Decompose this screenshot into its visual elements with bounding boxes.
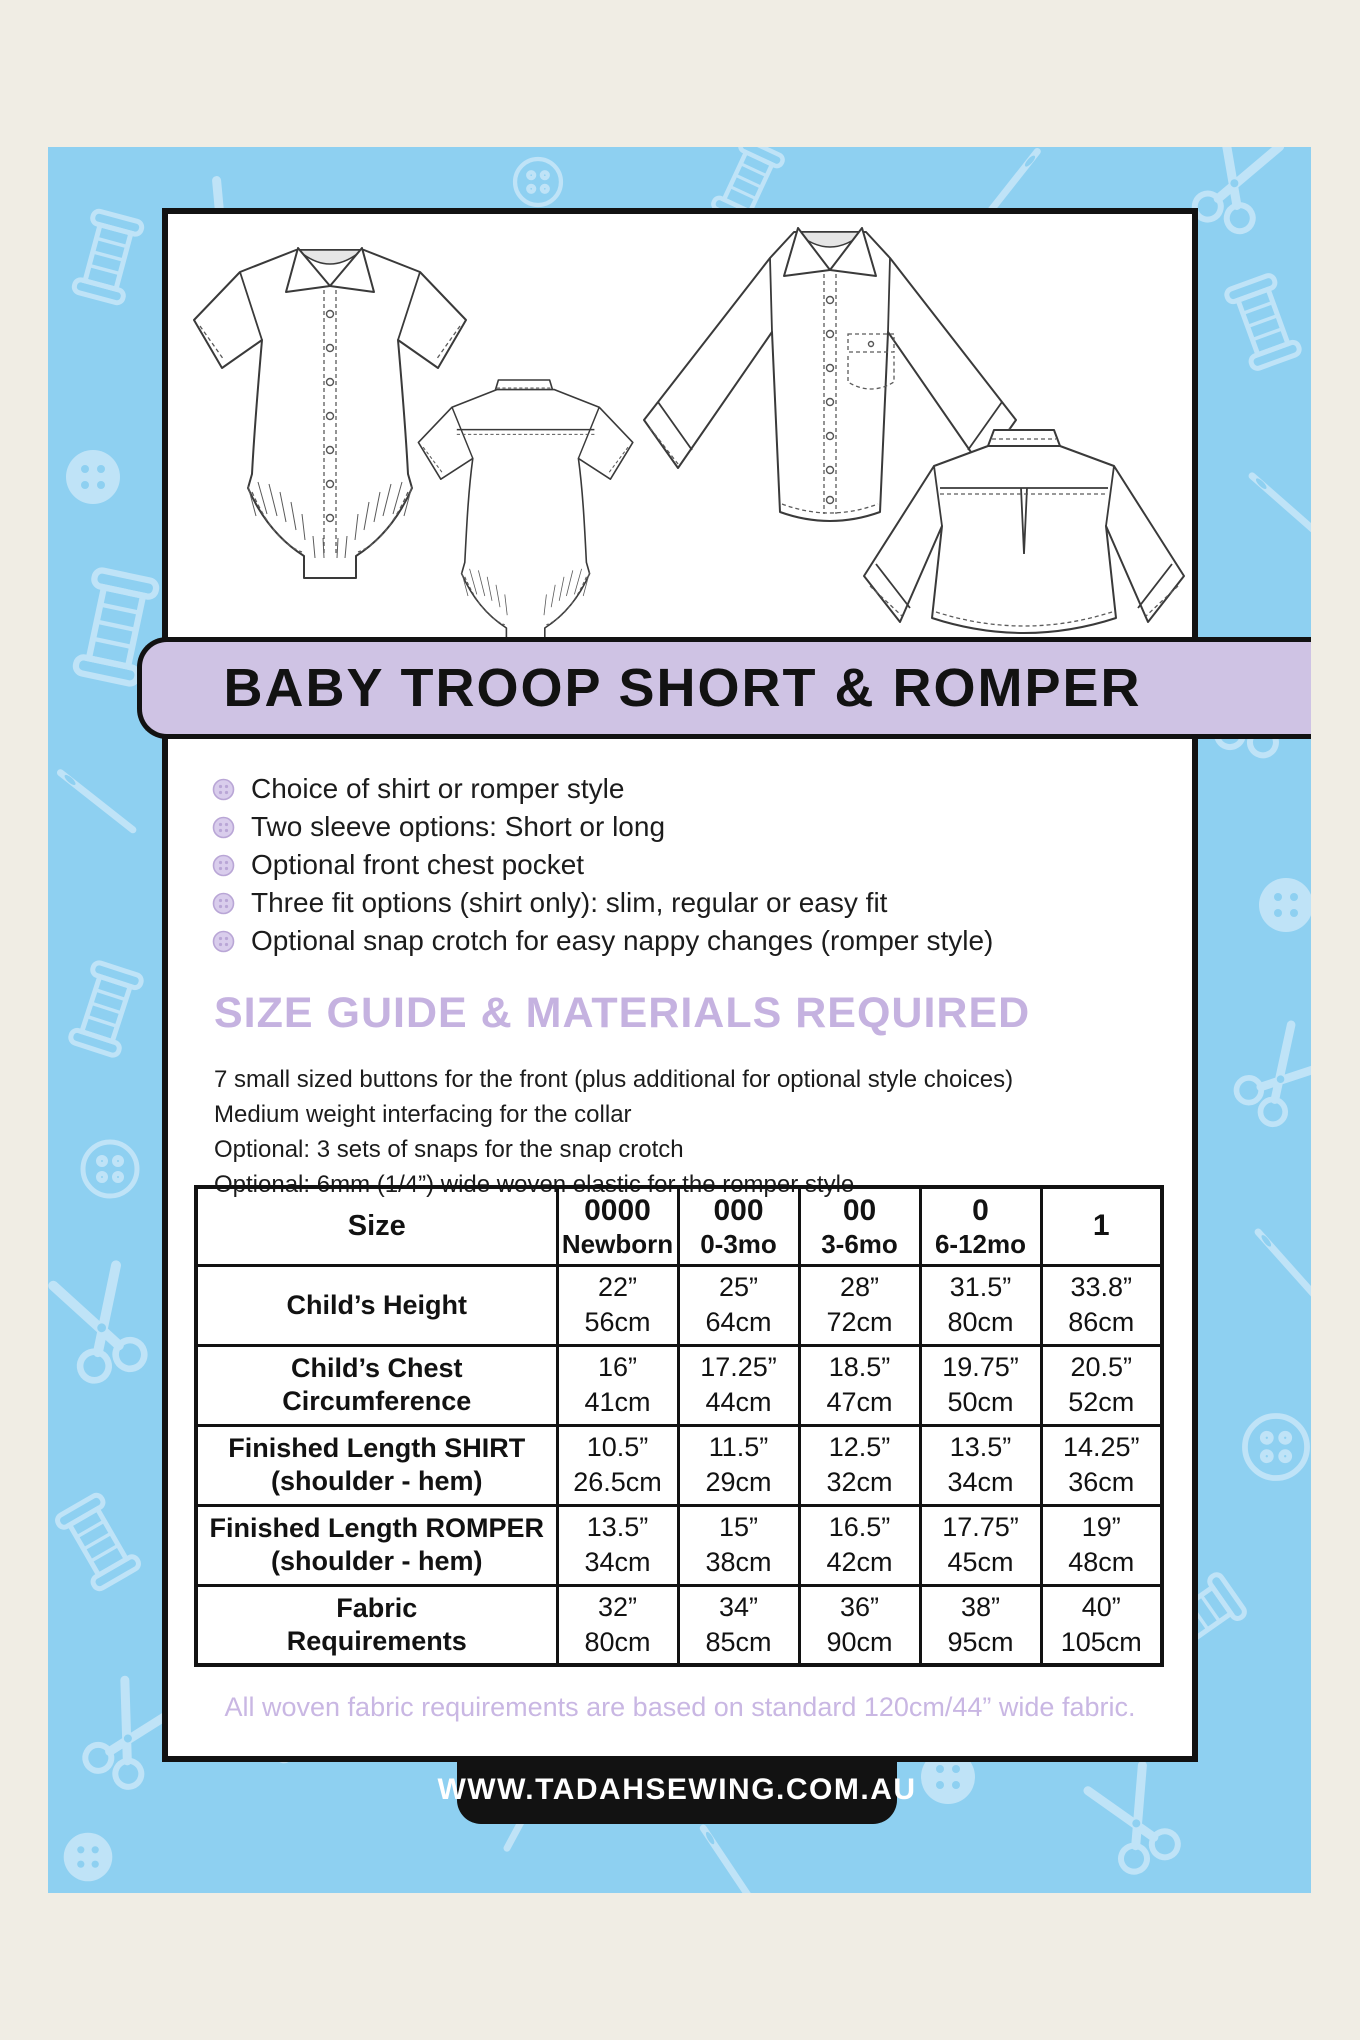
shirt-back-drawing xyxy=(864,430,1184,633)
scissors-pattern-icon xyxy=(1088,1765,1182,1876)
value-cell: 12.5” 32cm xyxy=(799,1425,920,1505)
size-col-header: 1 xyxy=(1041,1187,1162,1265)
needle-pattern-icon xyxy=(1251,472,1311,542)
scissors-pattern-icon xyxy=(1191,147,1280,235)
list-item xyxy=(212,922,993,960)
value-cell: 15” 38cm xyxy=(678,1505,799,1585)
value-cell: 11.5” 29cm xyxy=(678,1425,799,1505)
materials-list xyxy=(214,1062,1013,1202)
value-cell: 36” 90cm xyxy=(799,1585,920,1665)
value-cell: 20.5” 52cm xyxy=(1041,1345,1162,1425)
value-cell: 33.8” 86cm xyxy=(1041,1265,1162,1345)
value-cell: 34” 85cm xyxy=(678,1585,799,1665)
size-col-header: 00 3-6mo xyxy=(799,1187,920,1265)
spool-pattern-icon xyxy=(73,210,143,304)
button-bullet-icon xyxy=(212,854,235,877)
value-cell: 17.25” 44cm xyxy=(678,1345,799,1425)
feature-text: Optional snap crotch for easy nappy changes (romper style) xyxy=(251,925,994,956)
table-row xyxy=(196,1585,1162,1665)
materials-line: Medium weight interfacing for the collar xyxy=(214,1101,632,1128)
page-title: BABY TROOP SHORT & ROMPER xyxy=(223,658,1142,718)
button-pattern-icon xyxy=(66,450,120,504)
table-row xyxy=(196,1505,1162,1585)
spool-pattern-icon xyxy=(69,961,143,1056)
row-label-cell: Finished Length SHIRT (shoulder - hem) xyxy=(196,1425,557,1505)
button-bullet-icon xyxy=(212,892,235,915)
fabric-footnote: All woven fabric requirements are based on standard 120cm/44” wide fabric. xyxy=(224,1692,1136,1722)
value-cell: 40” 105cm xyxy=(1041,1585,1162,1665)
value-cell: 13.5” 34cm xyxy=(557,1505,678,1585)
button-bullet-icon xyxy=(212,778,235,801)
list-item xyxy=(212,808,993,846)
size-corner-cell: Size xyxy=(196,1187,557,1265)
content-card xyxy=(162,208,1198,1762)
value-cell: 28” 72cm xyxy=(799,1265,920,1345)
row-label-cell: Child’s Chest Circumference xyxy=(196,1345,557,1425)
title-banner xyxy=(137,637,1311,739)
button-pattern-icon xyxy=(1245,1416,1307,1478)
needle-pattern-icon xyxy=(59,768,132,835)
feature-text: Two sleeve options: Short or long xyxy=(251,811,666,842)
value-cell: 25” 64cm xyxy=(678,1265,799,1345)
feature-text: Optional front chest pocket xyxy=(251,849,585,880)
row-label-cell: Child’s Height xyxy=(196,1265,557,1345)
scissors-pattern-icon xyxy=(53,1265,148,1384)
value-cell: 38” 95cm xyxy=(920,1585,1041,1665)
value-cell: 19” 48cm xyxy=(1041,1505,1162,1585)
size-table xyxy=(194,1185,1164,1667)
value-cell: 16” 41cm xyxy=(557,1345,678,1425)
scissors-pattern-icon xyxy=(1231,1025,1311,1130)
value-cell: 13.5” 34cm xyxy=(920,1425,1041,1505)
materials-line: Optional: 3 sets of snaps for the snap crotch xyxy=(214,1136,684,1163)
size-col-header: 0000 Newborn xyxy=(557,1187,678,1265)
website-banner xyxy=(437,1756,917,1824)
button-pattern-icon xyxy=(64,1833,113,1882)
materials-line: Optional: 6mm (1/4”) wide woven elastic for the romper style xyxy=(214,1171,855,1198)
materials-line: 7 small sized buttons for the front (plus additional for optional style choices) xyxy=(214,1066,1014,1093)
table-row xyxy=(196,1425,1162,1505)
value-cell: 19.75” 50cm xyxy=(920,1345,1041,1425)
list-item xyxy=(212,846,993,884)
button-bullet-icon xyxy=(212,816,235,839)
romper-back-drawing xyxy=(418,380,632,646)
size-guide-heading: SIZE GUIDE & MATERIALS REQUIRED xyxy=(214,989,1031,1037)
row-label-cell: Fabric Requirements xyxy=(196,1585,557,1665)
spool-pattern-icon xyxy=(55,1493,140,1591)
button-pattern-icon xyxy=(1259,878,1311,932)
feature-list xyxy=(212,770,993,960)
list-item xyxy=(212,884,993,922)
needle-pattern-icon xyxy=(702,1825,755,1893)
table-row xyxy=(196,1345,1162,1425)
feature-text: Choice of shirt or romper style xyxy=(251,773,625,804)
table-header-row xyxy=(196,1187,1162,1265)
value-cell: 31.5” 80cm xyxy=(920,1265,1041,1345)
value-cell: 32” 80cm xyxy=(557,1585,678,1665)
button-pattern-icon xyxy=(83,1142,137,1196)
garment-technical-drawings xyxy=(168,214,1192,646)
row-label-cell: Finished Length ROMPER (shoulder - hem) xyxy=(196,1505,557,1585)
size-col-header: 000 0-3mo xyxy=(678,1187,799,1265)
table-row xyxy=(196,1265,1162,1345)
needle-pattern-icon xyxy=(1257,1228,1311,1305)
button-pattern-icon xyxy=(515,159,561,205)
spool-pattern-icon xyxy=(1225,274,1301,370)
website-url: WWW.TADAHSEWING.COM.AU xyxy=(437,1773,917,1806)
feature-text: Three fit options (shirt only): slim, regular or easy fit xyxy=(251,887,888,918)
value-cell: 18.5” 47cm xyxy=(799,1345,920,1425)
list-item xyxy=(212,770,993,808)
value-cell: 16.5” 42cm xyxy=(799,1505,920,1585)
value-cell: 10.5” 26.5cm xyxy=(557,1425,678,1505)
value-cell: 14.25” 36cm xyxy=(1041,1425,1162,1505)
value-cell: 17.75” 45cm xyxy=(920,1505,1041,1585)
romper-front-drawing xyxy=(194,248,466,578)
value-cell: 22” 56cm xyxy=(557,1265,678,1345)
size-col-header: 0 6-12mo xyxy=(920,1187,1041,1265)
button-bullet-icon xyxy=(212,930,235,953)
